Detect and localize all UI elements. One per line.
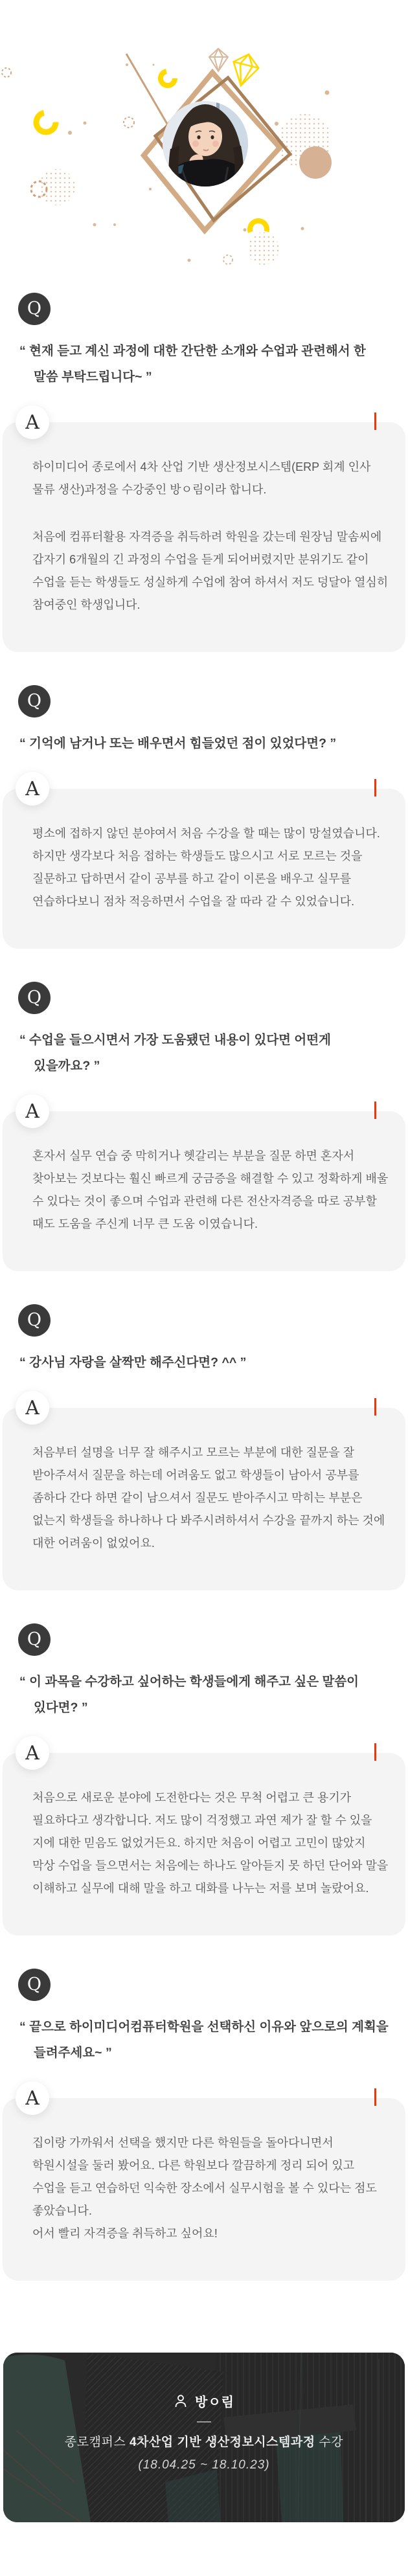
answer-box bbox=[3, 1408, 405, 1590]
student-name: 방ㅇ림 bbox=[195, 2395, 234, 2410]
a-badge: A bbox=[16, 2081, 49, 2115]
answer-paragraph: 평소에 접하지 않던 분야여서 처음 수강을 할 때는 많이 망설였습니다. 하지만 생각보다 처음 접하는 학생들도 많으시고 서로 모르는 것을 질문하고 답하면서 같이 공부를 하고 같이 이론을 배우고 실무를 연습하다보니 점차 적응하면서 수업을 잘 따라 갈 수 있었습니다. bbox=[32, 827, 380, 908]
answer-box bbox=[3, 2098, 405, 2281]
qa-block-2 bbox=[0, 685, 408, 949]
dashed-circle bbox=[223, 255, 232, 264]
a-badge: A bbox=[16, 1391, 49, 1425]
qa-block-3 bbox=[0, 982, 408, 1271]
question-text: “ 강사님 자랑을 살짝만 해주신다면? ^^ ” bbox=[19, 1355, 247, 1370]
answer-paragraph: 처음부터 설명을 너무 잘 해주시고 모르는 부분에 대한 질문을 잘 받아주셔서 질문을 하는데 어려움도 없고 학생들이 남아서 공부를 좀하다 간다 하면 같이 남으셔서 질문도 받아주시고 막히는 부분은 없는지 학생들을 하나하나 다 봐주시려하셔서 수강을 끝까지 하는 것에 대한 어려움이 없었어요. bbox=[32, 1446, 385, 1550]
answer-box bbox=[3, 789, 405, 949]
student-info-card bbox=[3, 2353, 405, 2522]
gem-outline-tan-icon bbox=[209, 49, 228, 71]
answer-block bbox=[3, 1100, 405, 1271]
halftone-circle bbox=[247, 232, 279, 265]
a-badge: A bbox=[16, 1736, 49, 1770]
answer-block bbox=[3, 2086, 405, 2281]
dashed-circle bbox=[124, 117, 134, 128]
qa-block-5 bbox=[0, 1623, 408, 1936]
answer-paragraph: 처음으로 새로운 분야에 도전한다는 것은 무척 어렵고 큰 용기가 필요하다고 생각합니다. 저도 많이 걱정했고 과연 제가 잘 할 수 있을 지에 대한 믿음도 없었거든요. 하지만 처음이 어렵고 고민이 많았지 막상 수업을 들으면서는 처음에는 하나도 알아듣지 못 하던 단어와 말을 이해하고 실무에 대해 말을 하고 대화를 나누는 저를 보며 놀랐어요. bbox=[32, 1791, 389, 1895]
crescent-icon bbox=[36, 113, 56, 132]
q-badge: Q bbox=[18, 293, 51, 325]
course-name: 4차산업 기반 생산정보시스템과정 bbox=[129, 2435, 315, 2449]
q-badge: Q bbox=[18, 685, 51, 717]
red-tick-mark bbox=[374, 1743, 376, 1761]
profile-photo bbox=[163, 101, 250, 194]
answer-paragraph: 하이미디어 종로에서 4차 산업 기반 생산정보시스템(ERP 회계 인사 물류 생산)과정을 수강중인 방ㅇ림이라 합니다. bbox=[32, 460, 371, 496]
question-text: “ 끝으로 하이미디어컴퓨터학원을 선택하신 이유와 앞으로의 계획을 들려주세요~ ” bbox=[19, 2020, 389, 2060]
person-outline-icon bbox=[174, 2394, 188, 2408]
solid-tan-circle bbox=[299, 146, 332, 179]
hero-illustration bbox=[0, 0, 408, 293]
question-text: “ 현재 듣고 계신 과정에 대한 간단한 소개와 수업과 관련해서 한 말씀 부탁드립니다~ ” bbox=[19, 344, 366, 384]
answer-block bbox=[3, 411, 405, 652]
campus-label: 종로캠퍼스 bbox=[64, 2435, 130, 2449]
answer-paragraph: 집이랑 가까워서 선택을 했지만 다른 학원들을 돌아다니면서 학원시설을 둘러 봤어요. 다른 학원보다 깔끔하게 정리 되어 있고 수업을 듣고 연습하던 익숙한 장소에서 실무시험을 볼 수 있다는 점도 좋았습니다. bbox=[32, 2136, 377, 2217]
a-badge: A bbox=[16, 1094, 49, 1128]
red-tick-mark bbox=[374, 412, 376, 430]
q-badge: Q bbox=[18, 1304, 51, 1337]
halftone-circle bbox=[39, 169, 75, 205]
diagonal-line bbox=[126, 54, 170, 128]
q-badge: Q bbox=[18, 982, 51, 1014]
qa-block-1 bbox=[0, 293, 408, 652]
q-badge: Q bbox=[18, 1969, 51, 2001]
answer-block bbox=[3, 777, 405, 949]
dashed-circle bbox=[2, 68, 11, 77]
question-text: “ 수업을 들으시면서 가장 도움됐던 내용이 있다면 어떤게 있을까요? ” bbox=[19, 1033, 331, 1073]
crescent-icon bbox=[161, 71, 175, 85]
question-text: “ 기억에 남거나 또는 배우면서 힘들었던 점이 있었다면? ” bbox=[19, 736, 337, 751]
answer-box bbox=[3, 1753, 405, 1936]
qa-block-4 bbox=[0, 1304, 408, 1590]
question-text: “ 이 과목을 수강하고 싶어하는 학생들에게 해주고 싶은 말씀이 있다면? ” bbox=[19, 1675, 359, 1715]
qa-block-6 bbox=[0, 1969, 408, 2281]
answer-paragraph: 혼자서 실무 연습 중 막히거나 헷갈리는 부분을 질문 하면 혼자서 찾아보는 것보다는 훨신 빠르게 궁금증을 해결할 수 있고 정확하게 배울 수 있다는 것이 좋으며 수업과 관련해 다른 전산자격증을 따로 공부할 때도 도움을 주신게 너무 큰 도움 이였습니다. bbox=[32, 1149, 389, 1230]
a-badge: A bbox=[16, 772, 49, 806]
divider-line bbox=[197, 2421, 211, 2423]
course-period: (18.04.25 ~ 18.10.23) bbox=[138, 2458, 270, 2472]
enrolled-label: 수강 bbox=[315, 2435, 344, 2449]
answer-paragraph: 처음에 컴퓨터활용 자격증을 취득하려 학원을 갔는데 원장님 말솜씨에 갑자기 6개월의 긴 과정의 수업을 듣게 되어버렸지만 분위기도 같이 수업을 듣는 학생들도 성실하게 수업에 참여 하셔서 저도 덩달아 열심히 참여중인 학생입니다. bbox=[32, 530, 389, 611]
course-title bbox=[3, 2432, 405, 2450]
red-tick-mark bbox=[374, 779, 376, 797]
student-name-row bbox=[3, 2391, 405, 2410]
answer-block bbox=[3, 1741, 405, 1936]
answer-paragraph: 어서 빨리 자격증을 취득하고 싶어요! bbox=[32, 2227, 218, 2240]
red-tick-mark bbox=[374, 1102, 376, 1119]
red-tick-mark bbox=[374, 1398, 376, 1416]
a-badge: A bbox=[16, 405, 49, 439]
answer-box bbox=[3, 1111, 405, 1271]
answer-block bbox=[3, 1396, 405, 1590]
hero-decoration-area bbox=[0, 0, 408, 293]
answer-box bbox=[3, 422, 405, 652]
red-tick-mark bbox=[374, 2088, 376, 2106]
q-badge: Q bbox=[18, 1623, 51, 1656]
student-info-content bbox=[3, 2353, 405, 2472]
